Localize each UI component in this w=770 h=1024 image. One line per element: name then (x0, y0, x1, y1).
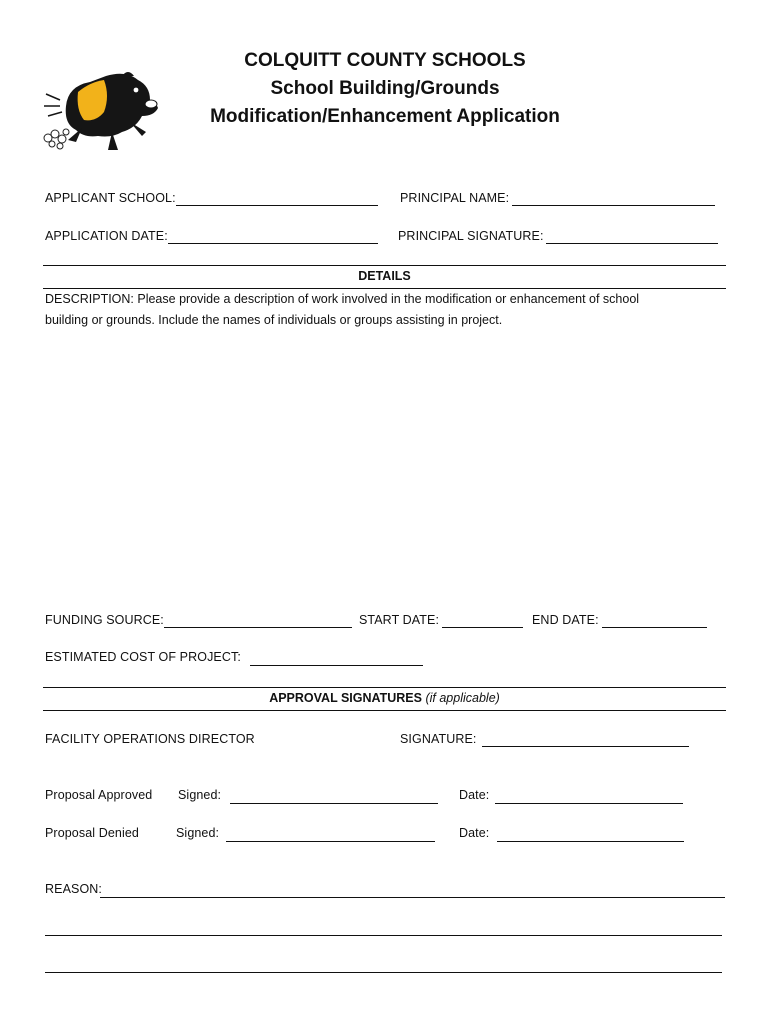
principal-signature-label: PRINCIPAL SIGNATURE: (398, 229, 544, 243)
approved-date-label: Date: (459, 788, 490, 802)
funding-source-label: FUNDING SOURCE: (45, 613, 164, 627)
approved-date-field[interactable] (495, 803, 683, 804)
approval-heading-text: APPROVAL SIGNATURES (269, 691, 422, 705)
estimated-cost-label: ESTIMATED COST OF PROJECT: (45, 650, 241, 664)
details-heading: DETAILS (358, 269, 411, 283)
director-signature-label: SIGNATURE: (400, 732, 477, 746)
principal-name-label: PRINCIPAL NAME: (400, 191, 510, 205)
proposal-denied-label: Proposal Denied (45, 826, 139, 840)
proposal-approved-label: Proposal Approved (45, 788, 153, 802)
reason-line-3[interactable] (45, 972, 722, 973)
approved-signed-field[interactable] (230, 803, 438, 804)
applicant-school-field[interactable] (176, 205, 378, 206)
facility-director-label: FACILITY OPERATIONS DIRECTOR (45, 732, 255, 746)
start-date-field[interactable] (442, 627, 523, 628)
form-title: Modification/Enhancement Application (210, 106, 560, 127)
application-date-field[interactable] (168, 243, 378, 244)
funding-source-field[interactable] (164, 627, 352, 628)
form-subtitle: School Building/Grounds (270, 78, 500, 99)
denied-signed-field[interactable] (226, 841, 435, 842)
reason-label: REASON: (45, 882, 102, 896)
approval-top-rule (43, 687, 726, 688)
estimated-cost-field[interactable] (250, 665, 423, 666)
denied-signed-label: Signed: (176, 826, 220, 840)
approved-signed-label: Signed: (178, 788, 222, 802)
denied-date-field[interactable] (497, 841, 684, 842)
principal-signature-field[interactable] (546, 243, 718, 244)
denied-date-label: Date: (459, 826, 490, 840)
principal-name-field[interactable] (512, 205, 715, 206)
director-signature-field[interactable] (482, 746, 689, 747)
approval-heading (43, 691, 726, 705)
details-top-rule (43, 265, 726, 266)
approval-heading-rule (43, 710, 726, 711)
reason-line-1[interactable] (100, 897, 725, 898)
description-line-1: DESCRIPTION: Please provide a description of work involved in the modification or enhancement of school (45, 292, 640, 306)
reason-line-2[interactable] (45, 935, 722, 936)
applicant-school-label: APPLICANT SCHOOL: (45, 191, 176, 205)
description-instructions (45, 289, 725, 331)
description-line-2: building or grounds. Include the names of individuals or groups assisting in project. (45, 313, 503, 327)
application-date-label: APPLICATION DATE: (45, 229, 168, 243)
approval-heading-note: (if applicable) (425, 691, 500, 705)
end-date-label: END DATE: (532, 613, 599, 627)
org-title: COLQUITT COUNTY SCHOOLS (244, 50, 526, 71)
description-area[interactable] (45, 334, 725, 602)
start-date-label: START DATE: (359, 613, 440, 627)
end-date-field[interactable] (602, 627, 707, 628)
